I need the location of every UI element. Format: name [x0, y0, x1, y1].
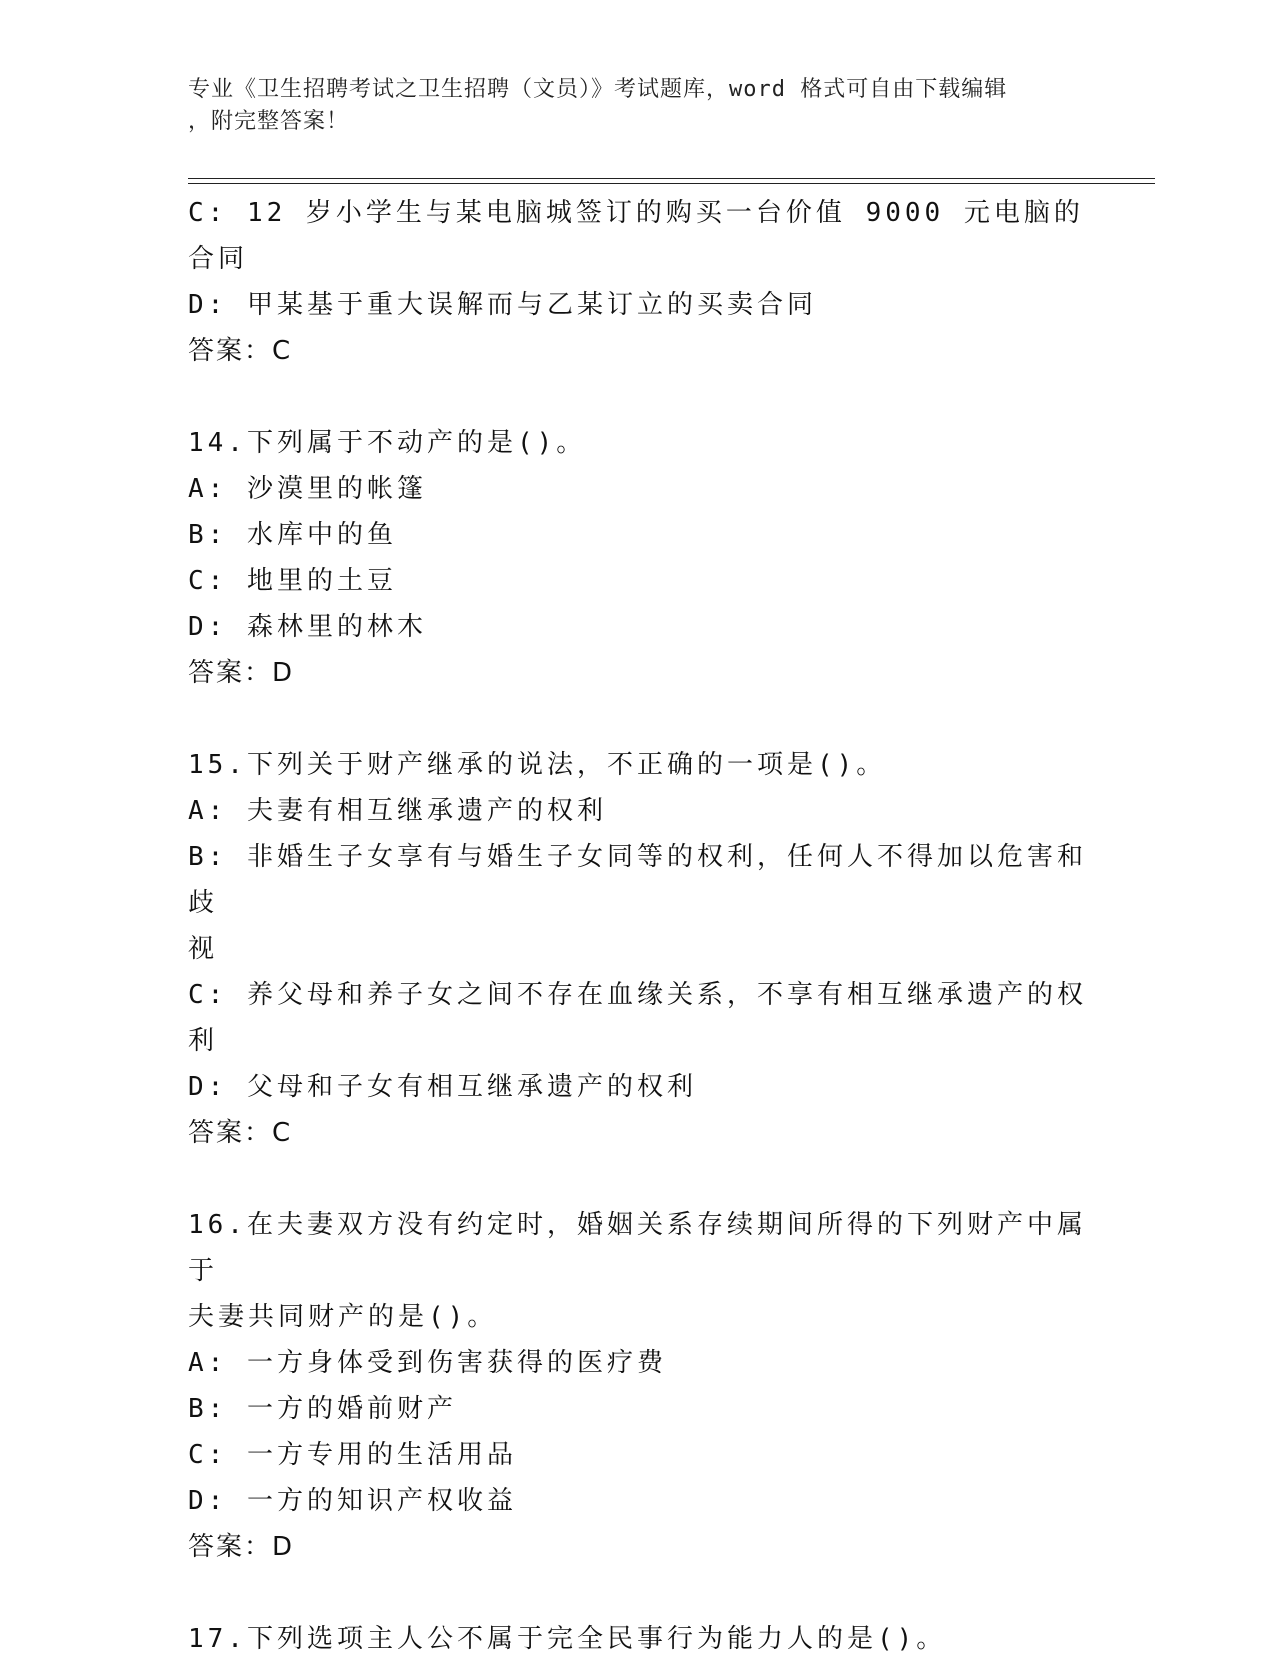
spacer	[188, 1156, 1088, 1202]
option-c: C: 12 岁小学生与某电脑城签订的购买一台价值 9000 元电脑的合同	[188, 198, 1084, 274]
question-stem: 16.在夫妻双方没有约定时，婚姻关系存续期间所得的下列财产中属于	[188, 1210, 1087, 1286]
spacer	[188, 1570, 1088, 1616]
option-d: D: 一方的知识产权收益	[188, 1486, 517, 1516]
question-15	[188, 742, 1088, 1156]
question-stem: 14.下列属于不动产的是()。	[188, 428, 587, 458]
option-a: A: 夫妻有相互继承遗产的权利	[188, 796, 607, 826]
answer: 答案：D	[188, 658, 295, 688]
option-c: C: 养父母和养子女之间不存在血缘关系，不享有相互继承遗产的权利	[188, 980, 1087, 1056]
question-14	[188, 420, 1088, 696]
question-stem: 17.下列选项主人公不属于完全民事行为能力人的是()。	[188, 1624, 947, 1654]
question-13-partial	[188, 190, 1088, 374]
option-b: B: 水库中的鱼	[188, 520, 397, 550]
option-b: B: 一方的婚前财产	[188, 1394, 457, 1424]
question-16	[188, 1202, 1088, 1570]
spacer	[188, 374, 1088, 420]
spacer	[188, 696, 1088, 742]
option-d: D: 森林里的林木	[188, 612, 427, 642]
document-header	[188, 74, 1078, 138]
option-c: C: 一方专用的生活用品	[188, 1440, 517, 1470]
answer: 答案：C	[188, 1118, 293, 1148]
option-d: D: 甲某基于重大误解而与乙某订立的买卖合同	[188, 290, 817, 320]
option-b: B: 非婚生子女享有与婚生子女同等的权利，任何人不得加以危害和歧	[188, 842, 1087, 918]
answer: 答案：C	[188, 336, 293, 366]
header-title: 专业《卫生招聘考试之卫生招聘（文员）》考试题库，word 格式可自由下载编辑	[188, 77, 1008, 102]
question-stem-continued: 夫妻共同财产的是()。	[188, 1302, 498, 1332]
header-divider-bottom	[188, 183, 1155, 184]
option-a: A: 沙漠里的帐篷	[188, 474, 427, 504]
option-a: A: 一方身体受到伤害获得的医疗费	[188, 1348, 667, 1378]
option-d: D: 父母和子女有相互继承遗产的权利	[188, 1072, 697, 1102]
header-divider-top	[188, 178, 1155, 179]
option-b-continued: 视	[188, 934, 219, 964]
header-subtitle: ，附完整答案！	[188, 109, 350, 134]
question-stem: 15.下列关于财产继承的说法，不正确的一项是()。	[188, 750, 887, 780]
answer: 答案：D	[188, 1532, 295, 1562]
option-c: C: 地里的土豆	[188, 566, 397, 596]
question-17	[188, 1616, 1088, 1662]
question-list	[188, 190, 1088, 1662]
